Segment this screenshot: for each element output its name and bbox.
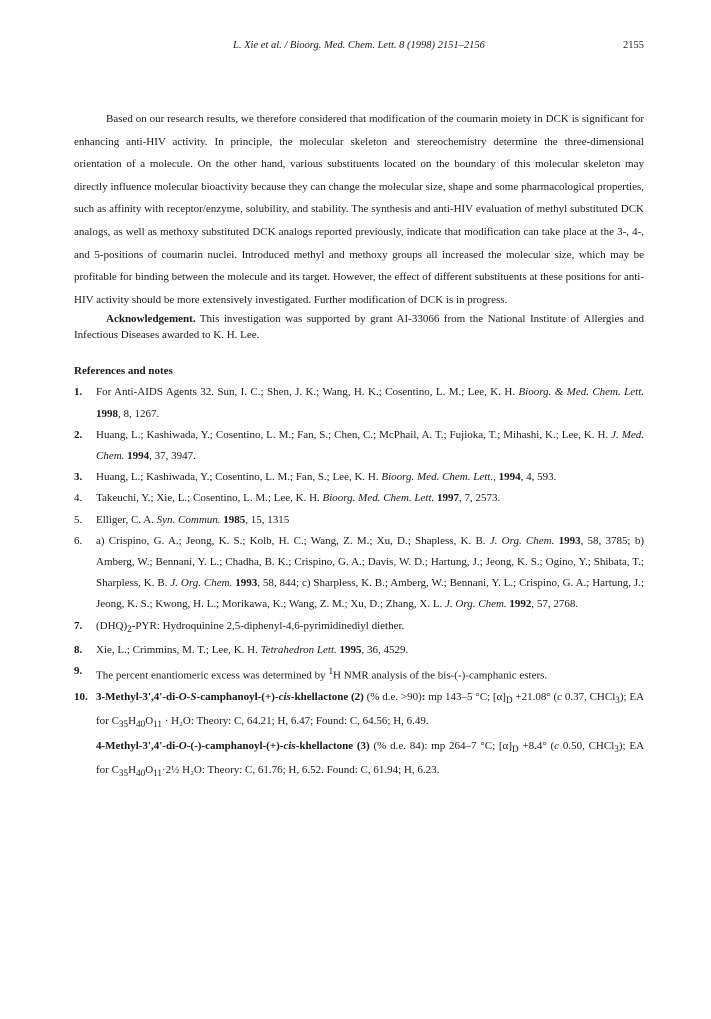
reference-number: 5. <box>74 513 83 526</box>
running-header <box>74 40 644 56</box>
reference-item: 4. Takeuchi, Y.; Xie, L.; Cosentino, L. M.; Lee, K. H. Bioorg. Med. Chem. Lett. 1997, 7, 2573. <box>74 488 644 509</box>
compound-2-data: 3-Methyl-3',4'-di-O-S-camphanoyl-(+)-cis-khellactone (2) (% d.e. >90): mp 143–5 °C; $[\alpha]_D +21.08^\circ$ (c 0.37, CHCl$_3$); EA for $C_{35}H_{40}O_{11} \cdot H_2O$: Theory: C, 64.21; H, 6.47; Found: C, 64.56; H, 6.49. <box>96 691 645 730</box>
page-number: 2155 <box>623 40 644 51</box>
reference-number: 1. <box>74 386 83 399</box>
running-title: L. Xie et al. / Bioorg. Med. Chem. Lett. 8 (1998) 2151–2156 <box>233 40 485 51</box>
reference-number: 8. <box>74 643 83 656</box>
reference-item: 6. a) Crispino, G. A.; Jeong, K. S.; Kolb, H. C.; Wang, Z. M.; Xu, D.; Shapless, K. B. J. Org. Chem. 1993, 58, 3785; b) Amberg, W.; Bennani, Y. L.; Chadha, B. K.; Crispino, G. A.; Davis, W. D.; Hartung, J.; Jeong, K. S.; Ogino, Y.; Shibata, T.; Sharpless, K. B. J. Org. Chem. 1993, 58, 844; c) Sharpless, K. B.; Amberg, W.; Bennani, Y. L.; Crispino, G. A.; Hartung, J.; Jeong, K. S.; Kwong, H. L.; Morikawa, K.; Wang, Z. M.; Xu, D.; Zhang, X. L. J. Org. Chem. 1992, 57, 2768. <box>74 531 644 616</box>
reference-item: 2. Huang, L.; Kashiwada, Y.; Cosentino, L. M.; Fan, S.; Chen, C.; McPhail, A. T.; Fujioka, T.; Mihashi, K.; Lee, K. H. J. Med. Chem. 1994, 37, 3947. <box>74 425 644 467</box>
reference-number: 6. <box>74 534 83 547</box>
reference-item: 3. Huang, L.; Kashiwada, Y.; Cosentino, L. M.; Fan, S.; Lee, K. H. Bioorg. Med. Chem. Lett., 1994, 4, 593. <box>74 467 644 488</box>
reference-number: 3. <box>74 471 83 484</box>
reference-number: 4. <box>74 492 83 505</box>
reference-item <box>74 687 644 785</box>
reference-number: 2. <box>74 428 83 441</box>
reference-number: 10. <box>74 691 88 704</box>
references-heading: References and notes <box>74 365 173 378</box>
article-body <box>74 108 644 785</box>
paragraph-text: is significant for enhancing anti-HIV activity. In principle, the molecular skeleton and stereochemistry determine the three-dimensional orientation of a molecule. On the other hand, various substituents located on the boundary of this molecular skeleton may directly influence molecular bioactivity because they can change the molecular size, shape and some pharmacological properties, such as affinity with receptor/enzyme, solubility, and stability. The synthesis and anti-HIV evaluation of methyl substituted DCK analogs, as well as methoxy substituted DCK analogs reported previously, indicate that modification can take place at the 3-, 4-, and 5-positions of coumarin nuclei. Introduced methyl and methoxy groups all increased the molecular size, which may be profitable for binding between the molecule and its target. However, the effect of different substituents at these positions for anti-HIV activity should be more extensively investigated. Further modification of DCK is in progress. <box>74 113 644 306</box>
conclusion-paragraph <box>74 108 644 311</box>
compound-3-data: 4-Methyl-3',4'-di-O-(-)-camphanoyl-(+)-cis-khellactone (3) (% d.e. 84): mp 264–7 °C; $[\alpha]_D +8.4^\circ$ (c 0.50, CHCl$_3$); EA for $C_{35}H_{40}O_{11}\cdot 2\frac{1}{2}$ H₂O: Theory: C, 61.76; H, 6.52. Found: C, 61.94; H, 6.23. <box>96 739 645 779</box>
reference-list <box>74 382 644 784</box>
paragraph-first-line: Based on our research results, we therefore considered that modification of the coumarin moiety in DCK <box>106 113 569 125</box>
reference-item: 8. Xie, L.; Crimmins, M. T.; Lee, K. H. Tetrahedron Lett. 1995, 36, 4529. <box>74 640 644 661</box>
reference-item: 5. Elliger, C. A. Syn. Commun. 1985, 15, 1315 <box>74 510 644 531</box>
acknowledgement <box>74 311 644 343</box>
reference-item: 7. $(DHQ)_2$-PYR: Hydroquinine 2,5-diphenyl-4,6-pyrimidinediyl diether. <box>74 616 644 640</box>
reference-item: 1. For Anti-AIDS Agents 32. Sun, I. C.; Shen, J. K.; Wang, H. K.; Cosentino, L. M.; Lee, K. H. Bioorg. & Med. Chem. Lett. 1998, 8, 1267. <box>74 382 644 424</box>
acknowledgement-text: This investigation was supported by grant AI-33066 from the National Institute of Allergies and Infectious Diseases awarded to K. H. Lee. <box>74 313 644 342</box>
reference-item: 9. The percent enantiomeric excess was determined by $^1$H NMR analysis of the bis-(-)-camphanic esters. <box>74 661 644 687</box>
reference-number: 9. <box>74 665 83 678</box>
acknowledgement-label: Acknowledgement. <box>106 313 196 326</box>
reference-number: 7. <box>74 619 83 632</box>
